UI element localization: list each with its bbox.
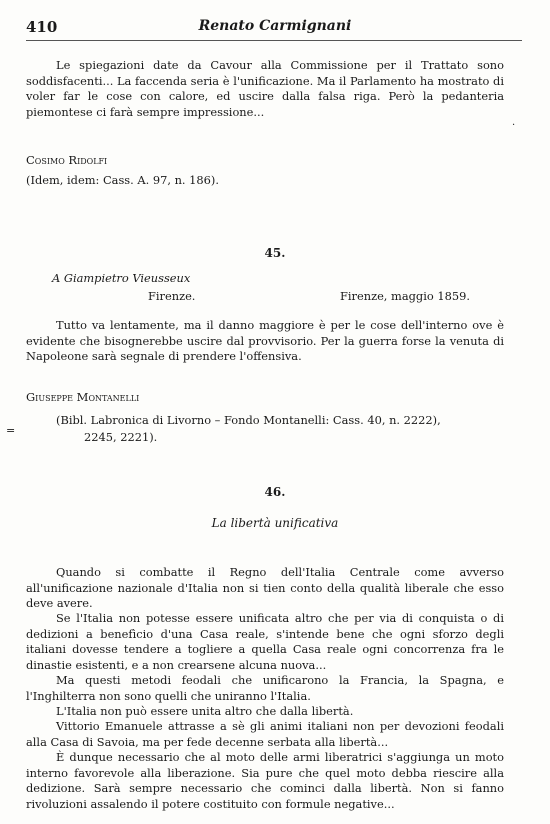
letter-date: Firenze, maggio 1859. <box>340 289 470 303</box>
letter-recipient: A Giampietro Vieusseux <box>52 271 191 285</box>
signature-ridolfi: Cosimo Ridolfi <box>26 153 108 167</box>
margin-mark: = <box>6 424 16 437</box>
body-paragraph-6: È dunque necessario che al moto delle armi liberatrici s'aggiunga un moto interno favorevole alla liberazione. Sia pure che quel moto debba riescire alla dedizione. Sarà sempre necessario che cominci dalla libertà. Non si fanno rivoluzioni assalendo il potere costituito con formule negative... <box>26 750 504 811</box>
signature-montanelli: Giuseppe Montanelli <box>26 390 140 404</box>
running-title: Renato Carmignani <box>198 18 352 34</box>
body-paragraph-3: Ma questi metodi feodali che unificarono la Francia, la Spagna, e l'Inghilterra non sono quelli che uniranno l'Italia. <box>26 673 504 703</box>
item-number-46: 46. <box>264 485 286 499</box>
body-paragraph-4: L'Italia non può essere unita altro che dalla libertà. <box>56 704 354 718</box>
header-rule <box>26 40 522 41</box>
stray-dot: . <box>512 117 516 128</box>
body-paragraph-2: Se l'Italia non potesse essere unificata altro che per via di conquista o di dedizioni a benefìcio d'una Casa reale, s'intende bene che ogni sforzo degli italiani dovesse tendere a togliere a quella Casa reale ogni concorrenza fra le dinastie esistenti, e a non crearsene alcuna nuova... <box>26 611 504 672</box>
letter-body-paragraph: Tutto va lentamente, ma il danno maggiore è per le cose dell'interno ove è evidente che bisognerebbe uscire dal provvisorio. Per la guerra forse la venuta di Napoleone sarà segnale di prendere l'offensiva. <box>26 318 504 363</box>
source-citation-montanelli-line2: 2245, 2221). <box>84 430 158 444</box>
item-title: La libertà unificativa <box>211 516 339 530</box>
page-number: 410 <box>26 18 58 36</box>
letter-excerpt-paragraph: Le spiegazioni date da Cavour alla Commissione per il Trattato sono soddisfacenti... La faccenda seria è l'unificazione. Ma il Parlamento ha mostrato di voler far le cose con calore, ed uscire dalla falsa riga. Però la pedanteria piemontese ci farà sempre impressione... <box>26 58 504 119</box>
source-citation-montanelli-line1: (Bibl. Labronica di Livorno – Fondo Montanelli: Cass. 40, n. 2222), <box>56 413 441 427</box>
source-citation-ridolfi: (Idem, idem: Cass. A. 97, n. 186). <box>26 173 219 187</box>
body-paragraph-5: Vittorio Emanuele attrasse a sè gli animi italiani non per devozioni feodali alla Casa di Savoia, ma per fede decenne serbata alla libertà... <box>26 719 504 749</box>
letter-number-45: 45. <box>264 246 286 260</box>
body-paragraph-1: Quando si combatte il Regno dell'Italia Centrale come avverso all'unificazione nazionale d'Italia non si tien conto della qualità liberale che esso deve avere. <box>26 565 504 610</box>
letter-place: Firenze. <box>148 289 196 303</box>
